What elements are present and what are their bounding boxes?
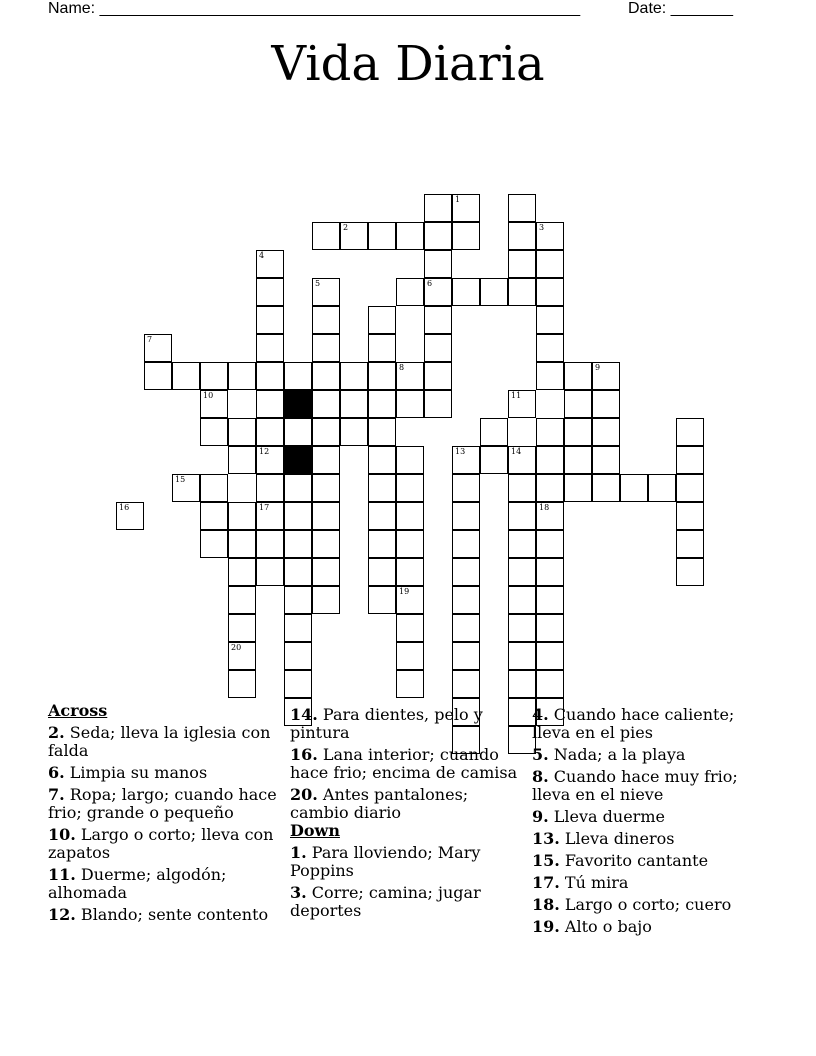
crossword-cell[interactable] <box>200 474 228 502</box>
clue-item-text: Largo o corto; cuero <box>559 895 732 914</box>
clue-number: 9 <box>595 363 601 372</box>
crossword-cell[interactable] <box>452 446 480 474</box>
clue-item <box>532 706 764 742</box>
clue-item-text: Largo o corto; lleva con zapatos <box>48 825 274 862</box>
clue-number: 16 <box>119 503 130 512</box>
crossword-cell[interactable] <box>200 502 228 530</box>
clue-item-text: Para lloviendo; Mary Poppins <box>290 843 481 880</box>
clue-item-number: 20. <box>290 785 318 804</box>
crossword-cell[interactable] <box>284 670 312 698</box>
clue-item-text: Nada; a la playa <box>548 745 686 764</box>
crossword-cell[interactable] <box>256 278 284 306</box>
clue-item <box>48 764 280 782</box>
crossword-cell[interactable] <box>452 222 480 250</box>
clue-item-text: Favorito cantante <box>559 851 709 870</box>
crossword-cell[interactable] <box>536 250 564 278</box>
crossword-cell[interactable] <box>536 474 564 502</box>
crossword-cell[interactable] <box>256 418 284 446</box>
clue-item <box>48 724 280 760</box>
crossword-cell[interactable] <box>172 474 200 502</box>
clue-number: 11 <box>511 391 522 400</box>
crossword-cell[interactable] <box>536 642 564 670</box>
clue-item <box>290 706 522 742</box>
crossword-cell[interactable] <box>228 502 256 530</box>
clue-item-number: 2. <box>48 723 65 742</box>
clue-item <box>48 826 280 862</box>
clue-item <box>532 874 764 892</box>
clue-number: 20 <box>231 643 242 652</box>
crossword-cell[interactable] <box>368 362 396 390</box>
clue-item-text: Blando; sente contento <box>75 905 269 924</box>
crossword-cell[interactable] <box>256 306 284 334</box>
crossword-cell[interactable] <box>256 474 284 502</box>
clue-item-number: 3. <box>290 883 307 902</box>
crossword-cell[interactable] <box>312 418 340 446</box>
crossword-cell[interactable] <box>536 530 564 558</box>
crossword-cell[interactable] <box>452 194 480 222</box>
down-clue-list <box>532 706 764 936</box>
crossword-cell[interactable] <box>676 558 704 586</box>
clue-number: 10 <box>203 391 214 400</box>
crossword-cell[interactable] <box>368 502 396 530</box>
crossword-cell[interactable] <box>228 614 256 642</box>
clue-item <box>532 746 764 764</box>
clue-item-number: 18. <box>532 895 560 914</box>
crossword-cell[interactable] <box>340 390 368 418</box>
clue-item-text: Antes pantalones; cambio diario <box>290 785 469 822</box>
crossword-cell[interactable] <box>256 334 284 362</box>
crossword-cell[interactable] <box>312 558 340 586</box>
clue-item <box>290 884 522 920</box>
crossword-cell[interactable] <box>396 530 424 558</box>
clue-item-number: 5. <box>532 745 549 764</box>
crossword-cell[interactable] <box>396 642 424 670</box>
clue-number: 13 <box>455 447 466 456</box>
clues-column-1 <box>48 702 280 924</box>
clue-item <box>532 808 764 826</box>
clue-item-number: 1. <box>290 843 307 862</box>
crossword-cell[interactable] <box>676 474 704 502</box>
clue-item <box>48 906 280 924</box>
clue-number: 5 <box>315 279 321 288</box>
clue-item <box>532 918 764 936</box>
crossword-cell[interactable] <box>396 474 424 502</box>
crossword-cell[interactable] <box>424 222 452 250</box>
clue-item-text: Lana interior; cuando hace frio; encima de camisa <box>290 745 518 782</box>
clue-item <box>48 786 280 822</box>
crossword-cell[interactable] <box>536 586 564 614</box>
crossword-cell[interactable] <box>368 306 396 334</box>
clue-item-text: Cuando hace muy frio; lleva en el nieve <box>532 767 738 804</box>
crossword-cell[interactable] <box>452 614 480 642</box>
crossword-cell[interactable] <box>508 222 536 250</box>
crossword-cell[interactable] <box>284 474 312 502</box>
crossword-cell[interactable] <box>676 502 704 530</box>
across-clue-list <box>290 706 522 822</box>
crossword-cell[interactable] <box>508 614 536 642</box>
clue-item-text: Ropa; largo; cuando hace frio; grande o pequeño <box>48 785 277 822</box>
crossword-cell[interactable] <box>340 418 368 446</box>
crossword-cell[interactable] <box>368 474 396 502</box>
crossword-cell[interactable] <box>200 390 228 418</box>
crossword-cell[interactable] <box>396 362 424 390</box>
across-heading: Across <box>48 701 108 720</box>
crossword-cell[interactable] <box>228 642 256 670</box>
crossword-cell[interactable] <box>312 586 340 614</box>
clue-item-text: Limpia su manos <box>64 763 208 782</box>
clue-item <box>290 786 522 822</box>
crossword-cell[interactable] <box>564 474 592 502</box>
clue-number: 17 <box>259 503 270 512</box>
clue-number: 1 <box>455 195 461 204</box>
crossword-cell[interactable] <box>256 446 284 474</box>
name-field-label: Name: ______________________________________________________ <box>48 0 581 17</box>
down-clue-list <box>290 844 522 920</box>
crossword-cell[interactable] <box>256 390 284 418</box>
crossword-cell[interactable] <box>228 530 256 558</box>
crossword-cell[interactable] <box>564 390 592 418</box>
clue-item <box>532 852 764 870</box>
clue-item-number: 4. <box>532 705 549 724</box>
crossword-cell[interactable] <box>536 222 564 250</box>
clue-number: 8 <box>399 363 405 372</box>
crossword-cell[interactable] <box>676 530 704 558</box>
crossword-cell[interactable] <box>648 474 676 502</box>
crossword-cell[interactable] <box>536 614 564 642</box>
crossword-cell[interactable] <box>536 278 564 306</box>
crossword-cell[interactable] <box>424 390 452 418</box>
crossword-cell[interactable] <box>312 474 340 502</box>
crossword-cell[interactable] <box>452 670 480 698</box>
clue-item-number: 11. <box>48 865 76 884</box>
clues-column-2 <box>290 702 522 920</box>
clue-item-text: Lleva duerme <box>548 807 665 826</box>
clue-number: 15 <box>175 475 186 484</box>
crossword-cell[interactable] <box>396 586 424 614</box>
crossword-cell[interactable] <box>620 474 648 502</box>
crossword-cell[interactable] <box>536 418 564 446</box>
clue-item-number: 12. <box>48 905 76 924</box>
crossword-cell[interactable] <box>284 586 312 614</box>
crossword-cell[interactable] <box>396 670 424 698</box>
crossword-cell[interactable] <box>312 502 340 530</box>
clue-item-number: 14. <box>290 705 318 724</box>
clue-item-text: Seda; lleva la iglesia con falda <box>48 723 271 760</box>
crossword-cell[interactable] <box>340 362 368 390</box>
crossword-cell[interactable] <box>284 530 312 558</box>
across-clue-list <box>48 724 280 924</box>
crossword-cell[interactable] <box>508 390 536 418</box>
crossword-cell[interactable] <box>592 418 620 446</box>
clue-number: 14 <box>511 447 522 456</box>
crossword-cell[interactable] <box>676 446 704 474</box>
clue-item-text: Duerme; algodón; alhomada <box>48 865 227 902</box>
clue-number: 19 <box>399 587 410 596</box>
crossword-cell[interactable] <box>396 558 424 586</box>
crossword-cell[interactable] <box>536 334 564 362</box>
crossword-black-cell <box>284 446 312 474</box>
crossword-cell[interactable] <box>312 278 340 306</box>
clue-item-number: 16. <box>290 745 318 764</box>
clue-number: 3 <box>539 223 545 232</box>
crossword-cell[interactable] <box>480 418 508 446</box>
clue-item <box>290 746 522 782</box>
crossword-cell[interactable] <box>312 334 340 362</box>
clue-item-number: 15. <box>532 851 560 870</box>
clue-item-text: Cuando hace caliente; lleva en el pies <box>532 705 735 742</box>
crossword-cell[interactable] <box>228 670 256 698</box>
page-title: Vida Diaria <box>271 36 545 92</box>
crossword-cell[interactable] <box>424 194 452 222</box>
clue-number: 4 <box>259 251 265 260</box>
crossword-cell[interactable] <box>508 446 536 474</box>
crossword-black-cell <box>284 390 312 418</box>
crossword-cell[interactable] <box>452 502 480 530</box>
crossword-cell[interactable] <box>452 278 480 306</box>
crossword-cell[interactable] <box>424 334 452 362</box>
crossword-cell[interactable] <box>396 446 424 474</box>
crossword-cell[interactable] <box>564 418 592 446</box>
crossword-cell[interactable] <box>368 222 396 250</box>
crossword-cell[interactable] <box>284 502 312 530</box>
clue-item-number: 9. <box>532 807 549 826</box>
crossword-cell[interactable] <box>480 446 508 474</box>
crossword-cell[interactable] <box>256 502 284 530</box>
crossword-cell[interactable] <box>536 558 564 586</box>
crossword-cell[interactable] <box>452 642 480 670</box>
crossword-cell[interactable] <box>312 446 340 474</box>
crossword-cell[interactable] <box>368 334 396 362</box>
clue-number: 7 <box>147 335 153 344</box>
date-field-label: Date: _______ <box>628 0 733 17</box>
crossword-cell[interactable] <box>396 222 424 250</box>
crossword-cell[interactable] <box>368 530 396 558</box>
clue-number: 18 <box>539 503 550 512</box>
crossword-cell[interactable] <box>228 446 256 474</box>
crossword-cell[interactable] <box>284 642 312 670</box>
crossword-cell[interactable] <box>312 222 340 250</box>
down-heading: Down <box>290 821 340 840</box>
crossword-cell[interactable] <box>564 446 592 474</box>
clue-item <box>532 830 764 848</box>
clue-item-text: Lleva dineros <box>559 829 675 848</box>
crossword-cell[interactable] <box>228 558 256 586</box>
clue-item-number: 6. <box>48 763 65 782</box>
crossword-cell[interactable] <box>284 614 312 642</box>
crossword-cell[interactable] <box>312 390 340 418</box>
crossword-cell[interactable] <box>144 334 172 362</box>
crossword-cell[interactable] <box>536 362 564 390</box>
clue-item-text: Alto o bajo <box>559 917 652 936</box>
crossword-cell[interactable] <box>508 278 536 306</box>
crossword-cell[interactable] <box>312 362 340 390</box>
crossword-cell[interactable] <box>368 446 396 474</box>
crossword-cell[interactable] <box>396 278 424 306</box>
clue-item <box>532 768 764 804</box>
crossword-cell[interactable] <box>368 586 396 614</box>
crossword-cell[interactable] <box>368 418 396 446</box>
crossword-cell[interactable] <box>284 362 312 390</box>
crossword-cell[interactable] <box>424 306 452 334</box>
crossword-cell[interactable] <box>256 250 284 278</box>
crossword-cell[interactable] <box>564 362 592 390</box>
crossword-cell[interactable] <box>256 558 284 586</box>
crossword-cell[interactable] <box>340 222 368 250</box>
crossword-cell[interactable] <box>536 502 564 530</box>
clue-item-text: Tú mira <box>559 873 629 892</box>
crossword-cell[interactable] <box>228 362 256 390</box>
crossword-cell[interactable] <box>228 418 256 446</box>
clue-number: 12 <box>259 447 270 456</box>
crossword-cell[interactable] <box>452 586 480 614</box>
crossword-cell[interactable] <box>396 502 424 530</box>
crossword-cell[interactable] <box>452 530 480 558</box>
clue-item <box>532 896 764 914</box>
crossword-cell[interactable] <box>368 558 396 586</box>
clues-column-3 <box>532 702 764 936</box>
crossword-cell[interactable] <box>508 530 536 558</box>
crossword-cell[interactable] <box>508 474 536 502</box>
clue-number: 2 <box>343 223 349 232</box>
crossword-cell[interactable] <box>368 390 396 418</box>
crossword-cell[interactable] <box>228 586 256 614</box>
crossword-cell[interactable] <box>312 306 340 334</box>
crossword-cell[interactable] <box>424 362 452 390</box>
crossword-cell[interactable] <box>536 670 564 698</box>
crossword-cell[interactable] <box>144 362 172 390</box>
crossword-cell[interactable] <box>200 362 228 390</box>
crossword-cell[interactable] <box>592 362 620 390</box>
clue-number: 6 <box>427 279 433 288</box>
clue-item-number: 19. <box>532 917 560 936</box>
clue-item <box>48 866 280 902</box>
clue-item-number: 10. <box>48 825 76 844</box>
crossword-cell[interactable] <box>480 278 508 306</box>
crossword-cell[interactable] <box>200 418 228 446</box>
crossword-cell[interactable] <box>536 306 564 334</box>
crossword-cell[interactable] <box>508 194 536 222</box>
crossword-cell[interactable] <box>172 362 200 390</box>
crossword-cell[interactable] <box>424 250 452 278</box>
clue-item-number: 7. <box>48 785 65 804</box>
crossword-cell[interactable] <box>592 390 620 418</box>
crossword-cell[interactable] <box>536 446 564 474</box>
crossword-cell[interactable] <box>508 558 536 586</box>
crossword-cell[interactable] <box>116 502 144 530</box>
crossword-cell[interactable] <box>508 250 536 278</box>
crossword-cell[interactable] <box>592 446 620 474</box>
clue-item-number: 13. <box>532 829 560 848</box>
clue-item-number: 8. <box>532 767 549 786</box>
crossword-cell[interactable] <box>452 558 480 586</box>
crossword-cell[interactable] <box>508 670 536 698</box>
crossword-cell[interactable] <box>592 474 620 502</box>
clue-item-text: Corre; camina; jugar deportes <box>290 883 481 920</box>
crossword-cell[interactable] <box>676 418 704 446</box>
clue-item-number: 17. <box>532 873 560 892</box>
crossword-cell[interactable] <box>396 390 424 418</box>
crossword-cell[interactable] <box>284 558 312 586</box>
crossword-cell[interactable] <box>452 474 480 502</box>
crossword-cell[interactable] <box>256 362 284 390</box>
crossword-cell[interactable] <box>396 614 424 642</box>
clue-item <box>290 844 522 880</box>
crossword-cell[interactable] <box>508 502 536 530</box>
clue-item-text: Para dientes, pelo y pintura <box>290 705 483 742</box>
crossword-cell[interactable] <box>200 530 228 558</box>
crossword-cell[interactable] <box>256 530 284 558</box>
crossword-cell[interactable] <box>424 278 452 306</box>
crossword-cell[interactable] <box>284 418 312 446</box>
crossword-cell[interactable] <box>508 642 536 670</box>
crossword-cell[interactable] <box>508 586 536 614</box>
crossword-cell[interactable] <box>312 530 340 558</box>
